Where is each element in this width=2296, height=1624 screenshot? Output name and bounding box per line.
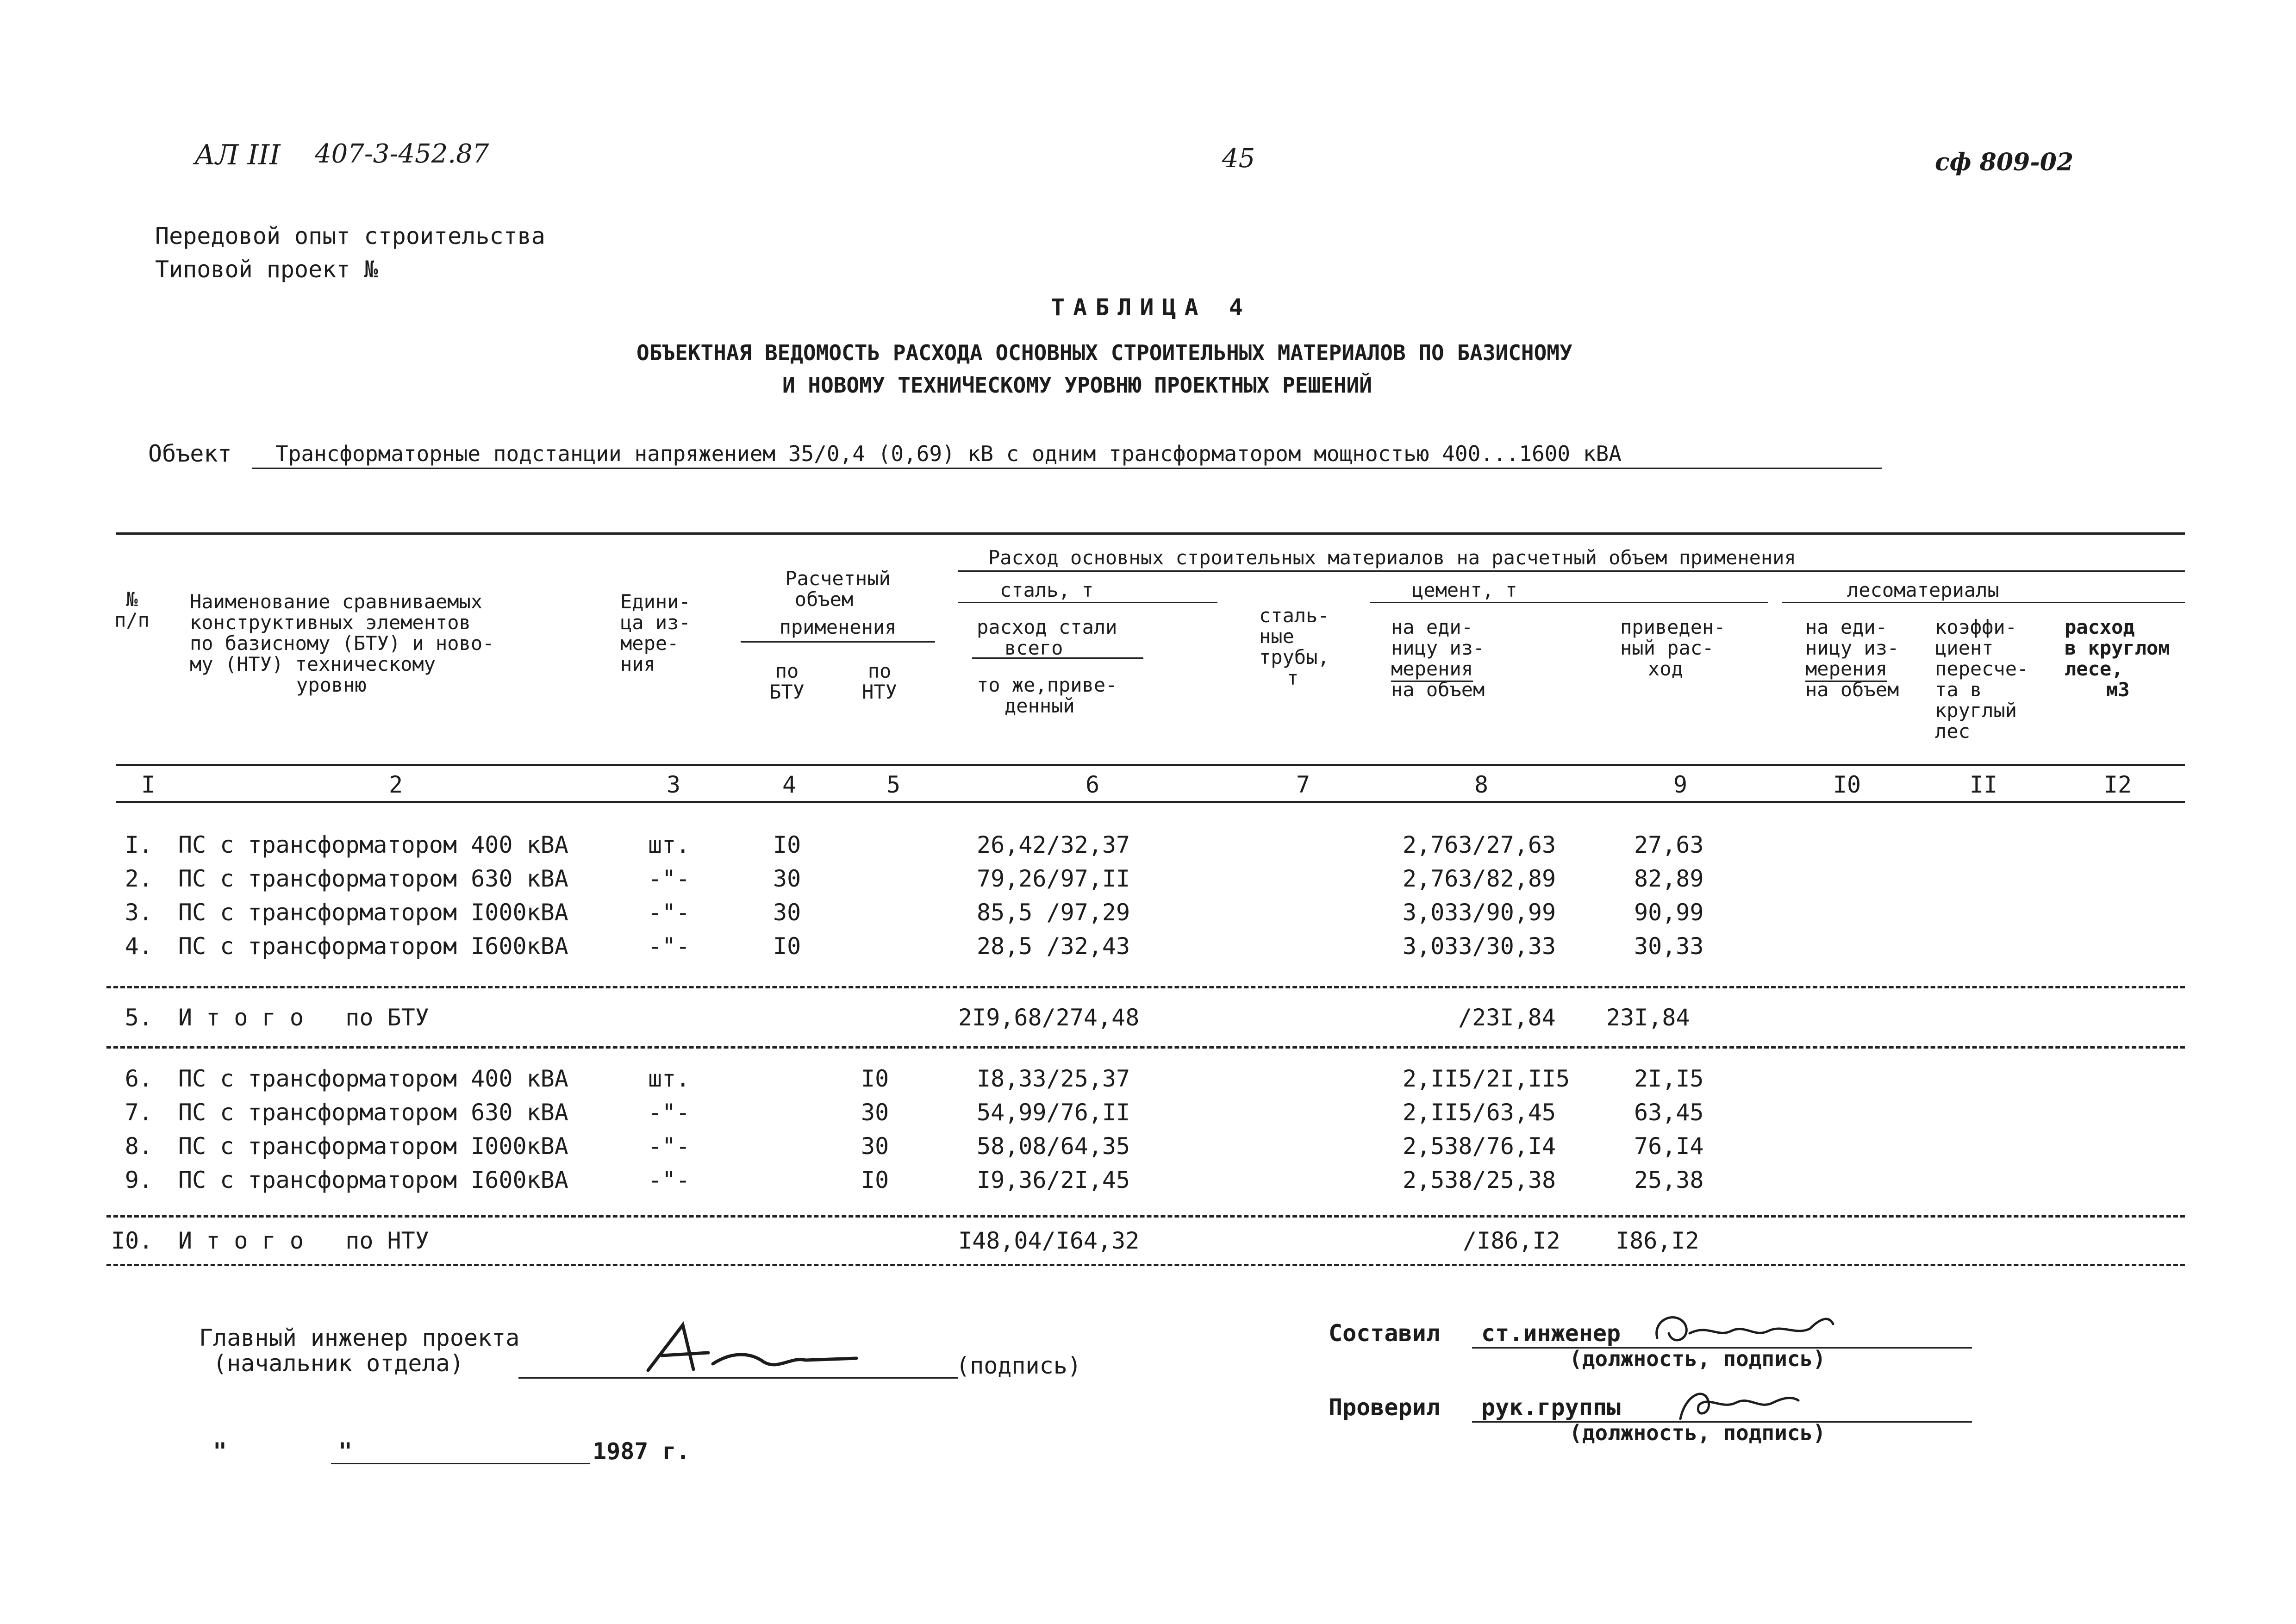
header-cement-reduced-line-1: приведен- — [1620, 616, 1726, 638]
header-name-line-4: му (НТУ) техническому — [190, 653, 436, 675]
table-title-line-1: ОБЪЕКТНАЯ ВЕДОМОСТЬ РАСХОДА ОСНОВНЫХ СТРОИТЕЛЬНЫХ МАТЕРИАЛОВ ПО БАЗИСНОМУ — [636, 340, 1572, 365]
row-volume-ntu: 30 — [861, 1133, 889, 1160]
row-steel: 79,26/97,II — [977, 865, 1130, 892]
row-unit: шт. — [648, 1065, 690, 1092]
column-number-10: I0 — [1833, 771, 1861, 798]
header-volume-line-3: применения — [779, 616, 897, 638]
handwritten-archive-code: АЛ III — [194, 139, 281, 171]
object-label: Объект — [148, 440, 232, 467]
header-volume-line-2: объем — [794, 588, 854, 611]
total-btu-cement: /23I,84 — [1458, 1004, 1556, 1031]
header-cement-unit-line-4: на объем — [1391, 678, 1485, 701]
row-cement-reduced: 2I,I5 — [1634, 1065, 1704, 1092]
header-steel-total-line-1: расход стали — [977, 616, 1117, 638]
header-timber-coef-line-3: пересче- — [1935, 657, 2029, 680]
row-unit: шт. — [648, 831, 690, 858]
row-unit: -"- — [648, 1167, 690, 1193]
row-volume-ntu: I0 — [861, 1065, 889, 1092]
header-pipes-line-3: трубы, — [1259, 646, 1329, 668]
row-volume-ntu: I0 — [861, 1167, 889, 1193]
row-number: I. — [125, 831, 153, 858]
cement-group-rule — [1370, 602, 1768, 603]
row-cement: 2,538/25,38 — [1403, 1167, 1556, 1193]
header-timber-unit-line-1: на еди- — [1805, 616, 1888, 638]
table-title-line-2: И НОВОМУ ТЕХНИЧЕСКОМУ УРОВНЮ ПРОЕКТНЫХ РЕШЕНИЙ — [782, 373, 1372, 398]
header-volume-btu-line-1: по — [775, 660, 799, 682]
total-btu-label: И т о г о по БТУ — [178, 1004, 429, 1031]
chief-signature-caption: (подпись) — [956, 1352, 1081, 1379]
row-steel: 85,5 /97,29 — [977, 899, 1130, 926]
row-cement-reduced: 76,I4 — [1634, 1133, 1704, 1160]
column-number-12: I2 — [2103, 771, 2132, 798]
chief-signature-scribble — [639, 1319, 880, 1380]
header-timber-unit-line-4: на объем — [1805, 678, 1899, 701]
row-cement: 3,033/30,33 — [1403, 933, 1556, 960]
header-pipes-line-1: сталь- — [1259, 604, 1329, 627]
row-cement: 2,763/82,89 — [1403, 865, 1556, 892]
separator-dashed-4 — [106, 1264, 2185, 1266]
row-steel: 26,42/32,37 — [977, 831, 1130, 858]
row-number: 9. — [125, 1167, 153, 1193]
column-number-3: 3 — [666, 771, 681, 798]
row-steel: 54,99/76,II — [977, 1099, 1130, 1126]
header-timber-coef-line-2: циент — [1935, 637, 1994, 659]
row-number: 4. — [125, 933, 153, 960]
row-steel: 58,08/64,35 — [977, 1133, 1130, 1160]
column-number-2: 2 — [388, 771, 403, 798]
compiled-position-caption: (должность, подпись) — [1569, 1346, 1826, 1371]
header-pipes-line-2: ные — [1259, 625, 1294, 648]
header-timber-round-line-3: лесе, — [2065, 657, 2123, 680]
project-code: 407-3-452.87 — [315, 139, 489, 169]
column-number-5: 5 — [886, 771, 901, 798]
row-volume-btu: 30 — [773, 899, 801, 926]
header-timber-unit-line-2: ницу из- — [1805, 637, 1899, 659]
date-quotes: " " — [213, 1438, 353, 1465]
header-name-line-3: по базисному (БТУ) и ново- — [190, 632, 494, 655]
row-cement-reduced: 30,33 — [1634, 933, 1704, 960]
header-name-line-2: конструктивных элементов — [190, 611, 471, 634]
consumption-group-rule — [958, 570, 2185, 572]
row-number: 3. — [125, 899, 153, 926]
header-steel-total-line-2: всего — [1004, 637, 1063, 659]
column-number-4: 4 — [782, 771, 797, 798]
row-cement: 2,II5/2I,II5 — [1403, 1065, 1570, 1092]
total-btu-cement-reduced: 23I,84 — [1606, 1004, 1690, 1031]
steel-group-rule — [958, 602, 1217, 603]
header-timber-round-line-4: м3 — [2106, 678, 2130, 701]
header-steel-reduced-line-2: денный — [1004, 694, 1075, 717]
header-timber-unit-line-3: мерения — [1805, 657, 1887, 682]
page-number: 45 — [1222, 144, 1255, 174]
row-number: 2. — [125, 865, 153, 892]
row-name: ПС с трансформатором 400 кВА — [178, 1065, 568, 1092]
header-volume-ntu-line-2: НТУ — [862, 681, 897, 703]
row-name: ПС с трансформатором I000кВА — [178, 1133, 568, 1160]
header-volume-ntu-line-1: по — [867, 660, 892, 682]
header-num-line-2: п/п — [114, 609, 150, 631]
header-name-line-5: уровню — [296, 674, 367, 696]
object-value: Трансформаторные подстанции напряжением 35/0,4 (0,69) кВ с одним трансформатором мощностью 400...1600 кВА — [252, 440, 1882, 469]
compiled-label: Составил — [1329, 1320, 1440, 1347]
row-name: ПС с трансформатором I600кВА — [178, 1167, 568, 1193]
compiled-position: ст.инженер — [1481, 1320, 1621, 1347]
row-name: ПС с трансформатором I000кВА — [178, 899, 568, 926]
row-number: 7. — [125, 1099, 153, 1126]
column-number-7: 7 — [1296, 771, 1310, 798]
header-unit-line-3: мере- — [620, 632, 679, 655]
row-volume-btu: 30 — [773, 865, 801, 892]
row-volume-btu: I0 — [773, 933, 801, 960]
row-unit: -"- — [648, 1133, 690, 1160]
form-code: сф 809-02 — [1935, 148, 2074, 176]
year-text: 1987 г. — [593, 1438, 690, 1465]
header-volume-line-1: Расчетный — [785, 567, 891, 590]
separator-dashed-3 — [106, 1215, 2185, 1218]
header-pipes-line-4: т — [1287, 667, 1299, 689]
header-num-line-1: № — [126, 588, 138, 611]
timber-group-rule — [1782, 602, 2185, 603]
column-number-6: 6 — [1085, 771, 1100, 798]
header-unit-line-4: ния — [620, 653, 655, 675]
chief-engineer-line-2: (начальник отдела) — [213, 1350, 464, 1377]
header-cement-reduced-line-2: ный рас- — [1620, 637, 1714, 659]
row-number: 8. — [125, 1133, 153, 1160]
total-ntu-cement-reduced: I86,I2 — [1616, 1227, 1699, 1254]
row-steel: 28,5 /32,43 — [977, 933, 1130, 960]
row-cement: 2,763/27,63 — [1403, 831, 1556, 858]
header-cement: цемент, т — [1412, 579, 1517, 601]
caption-line-2: Типовой проект № — [155, 256, 378, 283]
row-unit: -"- — [648, 899, 690, 926]
row-cement-reduced: 90,99 — [1634, 899, 1704, 926]
row-cement-reduced: 27,63 — [1634, 831, 1704, 858]
total-ntu-cement: /I86,I2 — [1463, 1227, 1560, 1254]
row-cement: 2,II5/63,45 — [1403, 1099, 1556, 1126]
total-btu-steel: 2I9,68/274,48 — [958, 1004, 1140, 1031]
header-cement-unit-line-2: ницу из- — [1391, 637, 1485, 659]
chief-engineer-line-1: Главный инженер проекта — [199, 1324, 520, 1351]
row-name: ПС с трансформатором 400 кВА — [178, 831, 568, 858]
header-name-line-1: Наименование сравниваемых — [190, 590, 483, 613]
header-cement-unit-line-1: на еди- — [1391, 616, 1473, 638]
column-number-1: I — [141, 771, 156, 798]
row-cement-reduced: 25,38 — [1634, 1167, 1704, 1193]
header-timber-coef-line-4: та в — [1935, 678, 1982, 701]
header-unit-line-2: ца из- — [620, 611, 691, 634]
checked-position-caption: (должность, подпись) — [1569, 1420, 1826, 1445]
row-unit: -"- — [648, 933, 690, 960]
column-number-8: 8 — [1474, 771, 1489, 798]
separator-dashed-2 — [106, 1046, 2185, 1049]
volume-group-rule — [741, 641, 935, 643]
table-top-rule — [116, 532, 2185, 535]
row-steel: I9,36/2I,45 — [977, 1167, 1130, 1193]
header-timber-coef-line-1: коэффи- — [1935, 616, 2017, 638]
row-cement-reduced: 82,89 — [1634, 865, 1704, 892]
row-unit: -"- — [648, 1099, 690, 1126]
row-number: 6. — [125, 1065, 153, 1092]
header-timber-round-line-1: расход — [2065, 616, 2135, 638]
row-name: ПС с трансформатором I600кВА — [178, 933, 568, 960]
total-ntu-steel: I48,04/I64,32 — [958, 1227, 1140, 1254]
row-name: ПС с трансформатором 630 кВА — [178, 865, 568, 892]
row-unit: -"- — [648, 865, 690, 892]
header-timber-coef-line-6: лес — [1935, 720, 1970, 743]
header-timber: лесоматериалы — [1847, 579, 1999, 601]
column-numbers-rule — [116, 801, 2185, 803]
row-volume-ntu: 30 — [861, 1099, 889, 1126]
checked-label: Проверил — [1329, 1394, 1440, 1421]
separator-dashed-1 — [106, 986, 2185, 988]
checked-position: рук.группы — [1481, 1394, 1621, 1421]
row-cement: 2,538/76,I4 — [1403, 1133, 1556, 1160]
row-name: ПС с трансформатором 630 кВА — [178, 1099, 568, 1126]
total-ntu-label: И т о г о по НТУ — [178, 1227, 429, 1254]
header-timber-coef-line-5: круглый — [1935, 699, 2017, 722]
header-bottom-rule — [116, 764, 2185, 766]
caption-line-1: Передовой опыт строительства — [155, 223, 545, 250]
header-steel-reduced-line-1: то же,приве- — [977, 674, 1117, 696]
header-consumption: Расход основных строительных материалов на расчетный объем применения — [988, 546, 1796, 569]
total-ntu-number: I0. — [111, 1227, 153, 1254]
header-cement-reduced-line-3: ход — [1648, 657, 1683, 680]
header-cement-unit-line-3: мерения — [1391, 657, 1473, 682]
header-timber-round-line-2: в круглом — [2065, 637, 2170, 659]
row-cement: 3,033/90,99 — [1403, 899, 1556, 926]
header-steel: сталь, т — [1000, 579, 1094, 601]
column-number-9: 9 — [1673, 771, 1688, 798]
total-btu-number: 5. — [125, 1004, 153, 1031]
row-steel: I8,33/25,37 — [977, 1065, 1130, 1092]
date-blank-line — [331, 1463, 590, 1464]
header-volume-btu-line-2: БТУ — [769, 681, 805, 703]
row-volume-btu: I0 — [773, 831, 801, 858]
header-unit-line-1: Едини- — [620, 590, 691, 613]
table-label: ТАБЛИЦА 4 — [1051, 294, 1251, 321]
row-cement-reduced: 63,45 — [1634, 1099, 1704, 1126]
column-number-11: II — [1969, 771, 1998, 798]
